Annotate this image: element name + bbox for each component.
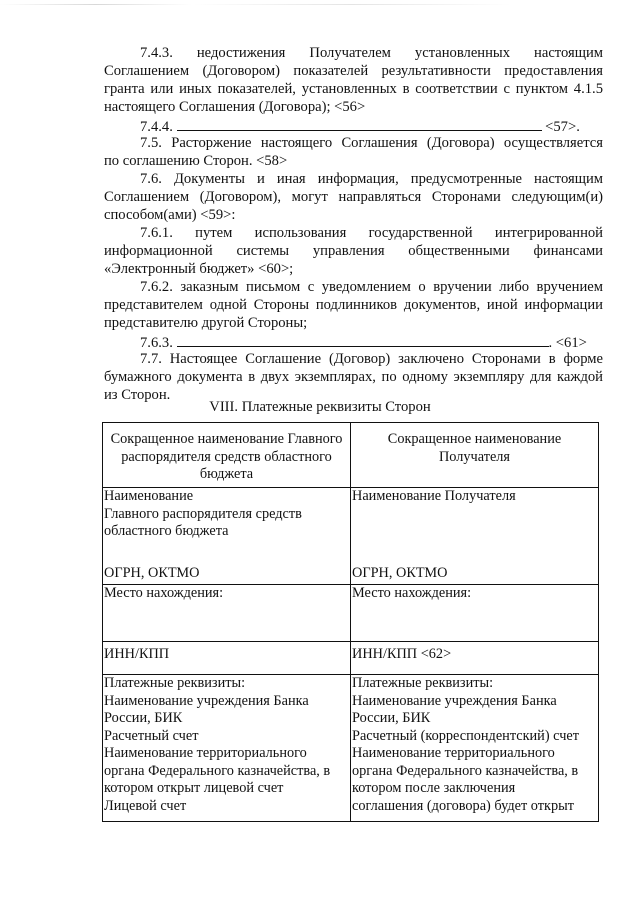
section-title: VIII. Платежные реквизиты Сторон: [209, 399, 431, 415]
right-payment-line: соглашения (договора) будет открыт: [352, 797, 574, 814]
p744-blank: [177, 116, 542, 131]
left-payment-line: Наименование учреждения Банка: [104, 692, 309, 709]
left-address-cell: Место нахождения:: [103, 585, 351, 642]
table-row-name: [103, 488, 599, 585]
left-name-line: Наименование: [104, 488, 194, 504]
left-payment-line: России, БИК: [104, 710, 183, 726]
p75-line-2: по соглашению Сторон. <58>: [104, 153, 288, 169]
requisites-table: [102, 422, 599, 822]
right-name-text: Наименование Получателя: [352, 488, 516, 504]
left-header-cell: Сокращенное наименование Главного распорядителя средств областного бюджета: [103, 423, 351, 488]
p761-line-1: 7.6.1. путем использования государственной интегрированной: [140, 225, 603, 241]
right-ogrn: ОГРН, ОКТМО: [352, 564, 448, 581]
right-payment-line: России, БИК: [352, 710, 431, 726]
p763-line: [140, 332, 603, 352]
left-name-line: Главного распорядителя средств: [104, 505, 302, 522]
p744-line: [140, 116, 603, 136]
p763-blank: [177, 332, 549, 347]
left-ogrn: ОГРН, ОКТМО: [104, 564, 200, 581]
right-payment-line: Наименование учреждения Банка: [352, 692, 557, 709]
table-row-payment: [103, 675, 599, 822]
right-payment-line: Платежные реквизиты:: [352, 675, 494, 691]
p762-line-2: представителем одной Стороны подлинников документов, иной информации: [104, 297, 603, 313]
table-header-row: [103, 423, 599, 488]
p744-label: 7.4.4.: [140, 119, 173, 135]
p763-footnote: . <61>: [548, 335, 587, 351]
p761-line-3: «Электронный бюджет» <60>;: [104, 261, 294, 277]
p76-line-2: Соглашением (Договором), могут направляться Сторонами следующим(и): [104, 189, 603, 205]
right-payment-line: Расчетный (корреспондентский) счет: [352, 727, 580, 744]
p77-line-2: бумажного документа в двух экземплярах, по одному экземпляру для каждой: [104, 369, 603, 385]
left-name-line: областного бюджета: [104, 523, 229, 539]
right-name-cell: [351, 488, 599, 585]
left-payment-line: органа Федерального казначейства, в: [104, 762, 331, 779]
p743-line-3: гранта или иных показателей, установленных в соответствии с пунктом 4.1.5: [104, 81, 603, 97]
p761-line-2: информационной системы управления общественными финансами: [104, 243, 603, 259]
p762-line-3: представителю другой Стороны;: [104, 315, 308, 331]
right-address-cell: Место нахождения:: [351, 585, 599, 642]
scan-artifact: [0, 4, 640, 5]
p743-line-2: Соглашением (Договором) показателей результативности предоставления: [104, 63, 603, 79]
left-payment-line: Расчетный счет: [104, 727, 199, 744]
table-row-address: [103, 585, 599, 642]
p762-line-1: 7.6.2. заказным письмом с уведомлением о вручении либо вручением: [140, 279, 603, 295]
left-payment-cell: [103, 675, 351, 822]
left-name-text: [104, 488, 349, 541]
p743-line-1: 7.4.3. недостижения Получателем установленных настоящим: [140, 45, 603, 61]
left-payment-line: Наименование территориального: [104, 745, 307, 761]
right-header-cell: Сокращенное наименование Получателя: [351, 423, 599, 488]
p77-line-3: из Сторон.: [104, 387, 171, 403]
p75-line-1: 7.5. Расторжение настоящего Соглашения (Договора) осуществляется: [140, 135, 603, 151]
left-inn-cell: ИНН/КПП: [103, 642, 351, 675]
p744-footnote: <57>.: [545, 119, 580, 135]
p76-line-3: способом(ами) <59>:: [104, 207, 236, 223]
p76-line-1: 7.6. Документы и иная информация, предусмотренные настоящим: [140, 171, 603, 187]
right-payment-line: Наименование территориального: [352, 745, 555, 761]
right-payment-list: [352, 675, 597, 815]
p763-label: 7.6.3.: [140, 335, 173, 351]
left-payment-line: Лицевой счет: [104, 797, 187, 814]
p743-line-4: настоящего Соглашения (Договора); <56>: [104, 99, 366, 115]
p77-line-1: 7.7. Настоящее Соглашение (Договор) заключено Сторонами в форме: [140, 351, 603, 367]
right-inn-cell: ИНН/КПП <62>: [351, 642, 599, 675]
left-name-cell: [103, 488, 351, 585]
table-row-inn: [103, 642, 599, 675]
left-payment-line: котором открыт лицевой счет: [104, 780, 284, 796]
right-payment-line: органа Федерального казначейства, в: [352, 762, 579, 779]
right-payment-cell: [351, 675, 599, 822]
right-payment-line: котором после заключения: [352, 780, 516, 796]
left-payment-list: [104, 675, 349, 815]
left-payment-line: Платежные реквизиты:: [104, 675, 246, 691]
